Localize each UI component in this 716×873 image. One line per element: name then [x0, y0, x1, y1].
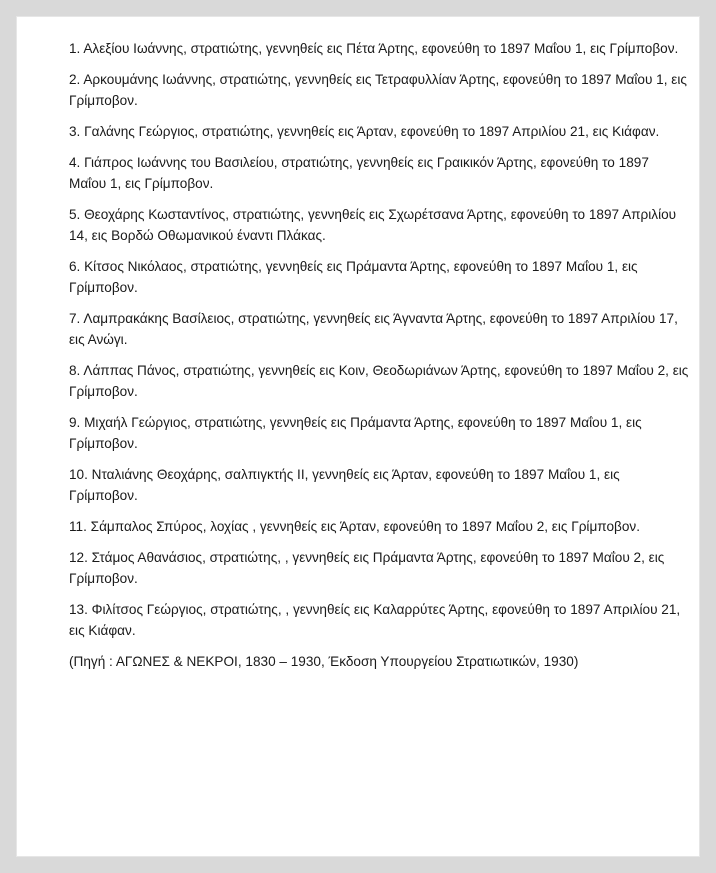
entry-8: 8. Λάππας Πάνος, στρατιώτης, γεννηθείς εις Κοιν, Θεοδωριάνων Άρτης, εφονεύθη το 1897 Μαΐου 2, εις Γρίμποβον. — [69, 363, 689, 399]
entry-9: 9. Μιχαήλ Γεώργιος, στρατιώτης, γεννηθείς εις Πράμαντα Άρτης, εφονεύθη το 1897 Μαΐου 1, εις Γρίμποβον. — [69, 415, 642, 451]
entry-2: 2. Αρκουμάνης Ιωάννης, στρατιώτης, γεννηθείς εις Τετραφυλλίαν Άρτης, εφονεύθη το 1897 Μαΐου 1, εις Γρίμποβον. — [69, 72, 687, 108]
source-citation: (Πηγή : ΑΓΩΝΕΣ & ΝΕΚΡΟΙ, 1830 – 1930, Έκδοση Υπουργείου Στρατιωτικών, 1930) — [69, 654, 579, 669]
entry-12: 12. Στάμος Αθανάσιος, στρατιώτης, , γεννηθείς εις Πράμαντα Άρτης, εφονεύθη το 1897 Μαΐου 2, εις Γρίμποβον. — [69, 550, 665, 586]
entry-6: 6. Κίτσος Νικόλαος, στρατιώτης, γεννηθείς εις Πράμαντα Άρτης, εφονεύθη το 1897 Μαΐου 1, εις Γρίμποβον. — [69, 259, 638, 295]
entry-10: 10. Νταλιάνης Θεοχάρης, σαλπιγκτής ΙΙ, γεννηθείς εις Άρταν, εφονεύθη το 1897 Μαΐου 1, εις Γρίμποβον. — [69, 467, 620, 503]
document-page — [16, 16, 700, 857]
document-content — [69, 38, 689, 672]
entry-5: 5. Θεοχάρης Κωσταντίνος, στρατιώτης, γεννηθείς εις Σχωρέτσανα Άρτης, εφονεύθη το 1897 Απριλίου 14, εις Βορδώ Οθωμανικού έναντι Πλάκας. — [69, 207, 677, 243]
entry-13: 13. Φιλίτσος Γεώργιος, στρατιώτης, , γεννηθείς εις Καλαρρύτες Άρτης, εφονεύθη το 1897 Απριλίου 21, εις Κιάφαν. — [69, 602, 681, 638]
entry-1: 1. Αλεξίου Ιωάννης, στρατιώτης, γεννηθείς εις Πέτα Άρτης, εφονεύθη το 1897 Μαΐου 1, εις Γρίμποβον. — [69, 41, 679, 56]
entry-4: 4. Γιάπρος Ιωάννης του Βασιλείου, στρατιώτης, γεννηθείς εις Γραικικόν Άρτης, εφονεύθη το 1897 Μαΐου 1, εις Γρίμποβον. — [69, 155, 649, 191]
entry-11: 11. Σάμπαλος Σπύρος, λοχίας , γεννηθείς εις Άρταν, εφονεύθη το 1897 Μαΐου 2, εις Γρίμποβον. — [69, 519, 640, 534]
entry-7: 7. Λαμπρακάκης Βασίλειος, στρατιώτης, γεννηθείς εις Άγναντα Άρτης, εφονεύθη το 1897 Απριλίου 17, εις Ανώγι. — [69, 311, 678, 347]
entry-3: 3. Γαλάνης Γεώργιος, στρατιώτης, γεννηθείς εις Άρταν, εφονεύθη το 1897 Απριλίου 21, εις Κιάφαν. — [69, 124, 660, 139]
